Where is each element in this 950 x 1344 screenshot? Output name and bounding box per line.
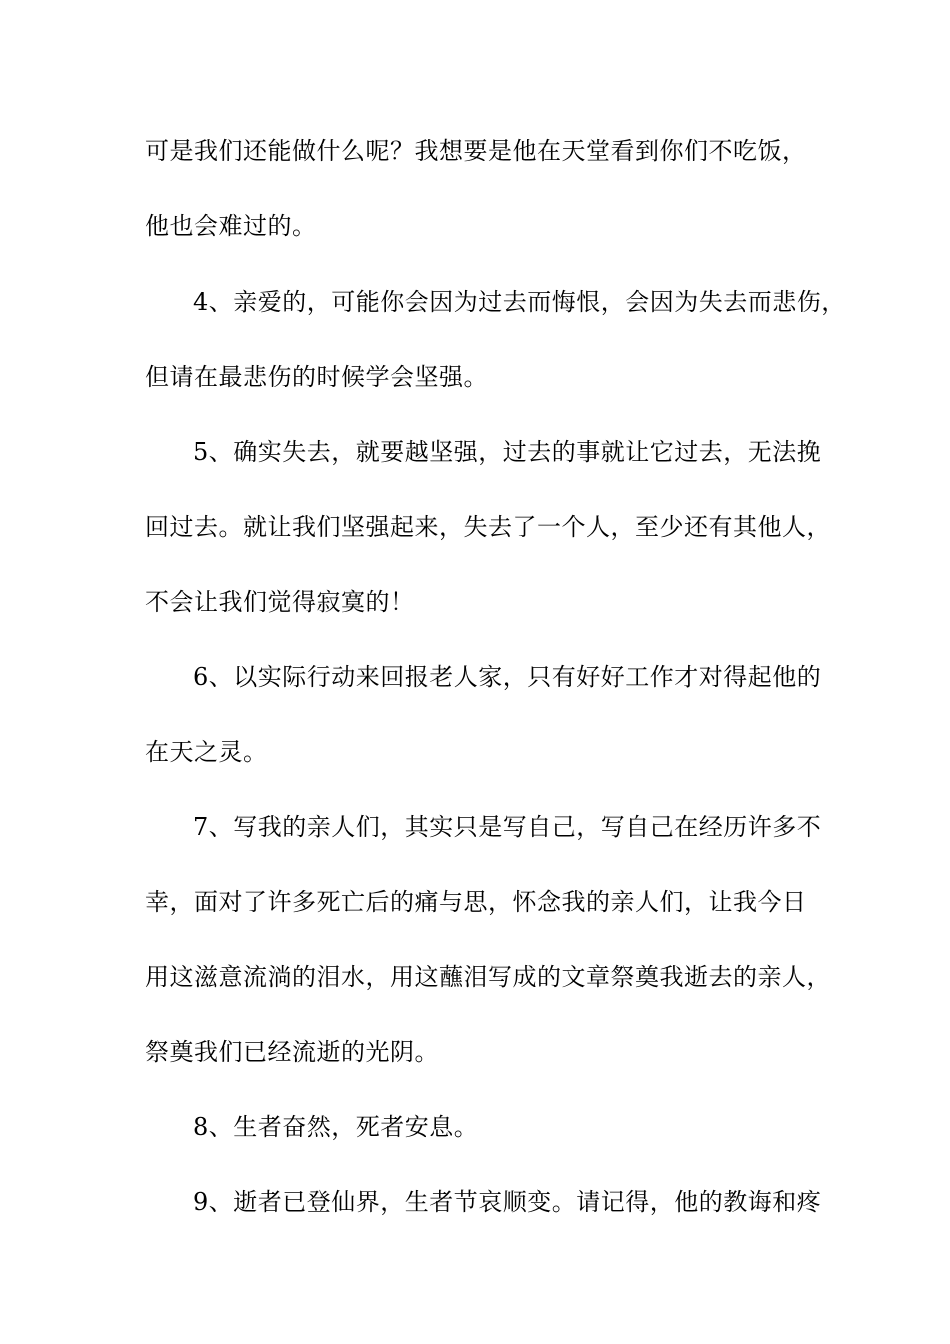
text-line: 他也会难过的。 [145,212,317,240]
text-line: 在天之灵。 [145,738,268,766]
text-line: 9、逝者已登仙界，生者节哀顺变。请记得，他的教诲和疼 [193,1188,822,1216]
text-line: 不会让我们觉得寂寞的！ [145,588,415,616]
text-line: 7、写我的亲人们，其实只是写自己，写自己在经历许多不 [193,813,822,841]
text-line: 用这滋意流淌的泪水，用这蘸泪写成的文章祭奠我逝去的亲人， [145,963,831,991]
text-line: 回过去。就让我们坚强起来，失去了一个人，至少还有其他人， [145,513,831,541]
text-line: 6、以实际行动来回报老人家，只有好好工作才对得起他的 [193,663,822,691]
text-line: 祭奠我们已经流逝的光阴。 [145,1038,439,1066]
text-line: 幸，面对了许多死亡后的痛与思，怀念我的亲人们，让我今日 [145,888,807,916]
text-line: 可是我们还能做什么呢？我想要是他在天堂看到你们不吃饭， [145,137,807,165]
text-line: 8、生者奋然，死者安息。 [193,1113,479,1141]
text-line: 4、亲爱的，可能你会因为过去而悔恨，会因为失去而悲伤， [193,288,846,316]
text-line: 但请在最悲伤的时候学会坚强。 [145,363,488,391]
text-line: 5、确实失去，就要越坚强，过去的事就让它过去，无法挽 [193,438,822,466]
